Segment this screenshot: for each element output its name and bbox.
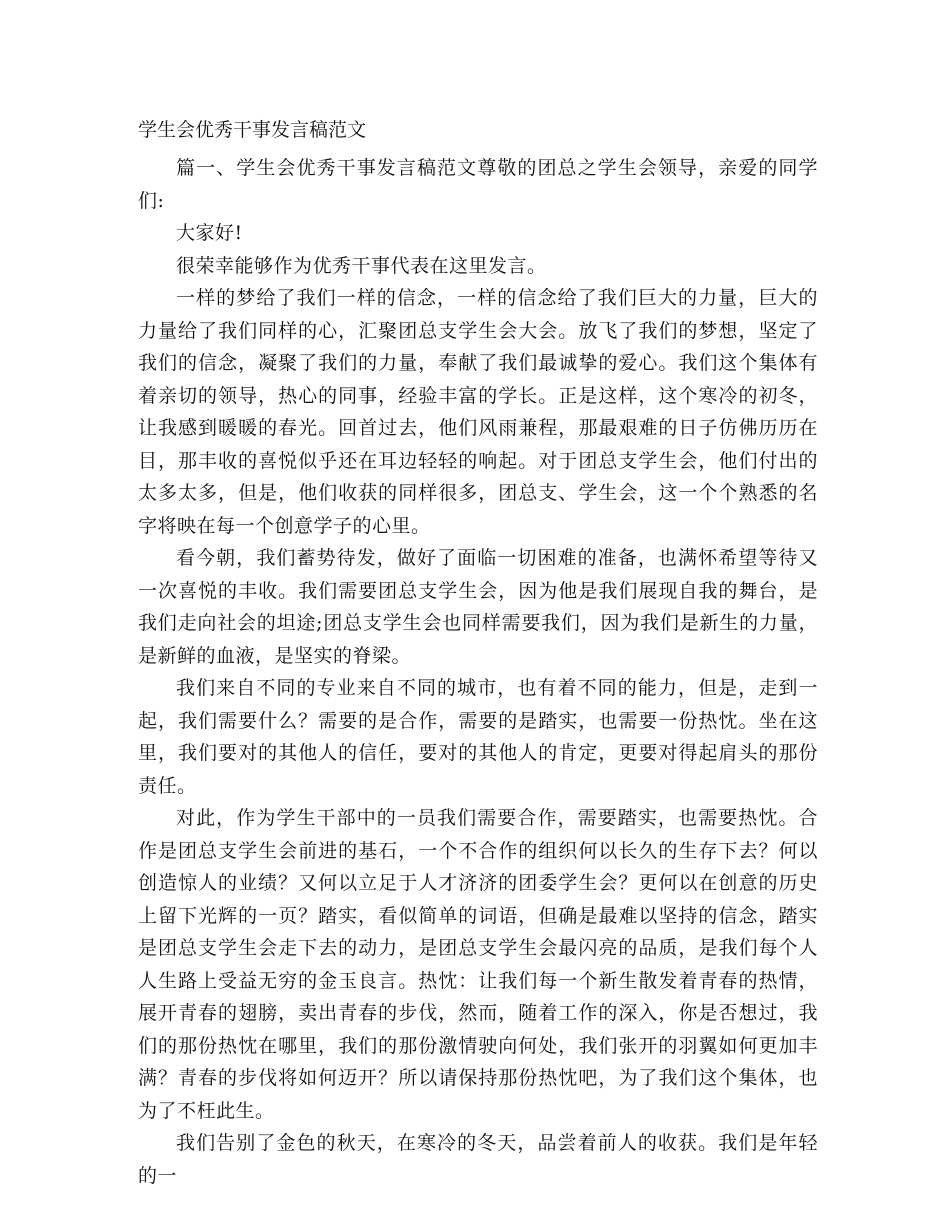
paragraph: 对此，作为学生干部中的一员我们需要合作，需要踏实，也需要热忱。合作是团总支学生会前进的基石，一个不合作的组织何以长久的生存下去？何以创造惊人的业绩？又何以立足于人才济济的团委学生会？更何以在创意的历史上留下光辉的一页？踏实，看似简单的词语，但确是最难以坚持的信念，踏实是团总支学生会走下去的动力，是团总支学生会最闪亮的品质，是我们每个人人生路上受益无穷的金玉良言。热忱：让我们每一个新生散发着青春的热情，展开青春的翅膀，卖出青春的步伐，然而，随着工作的深入，你是否想过，我们的那份热忱在哪里，我们的那份激情驶向何处，我们张开的羽翼如何更加丰满？青春的步伐将如何迈开？所以请保持那份热忱吧，为了我们这个集体，也为了不枉此生。 xyxy=(138,807,818,1122)
paragraph: 看今朝，我们蓄势待发，做好了面临一切困难的准备，也满怀希望等待又一次喜悦的丰收。我们需要团总支学生会，因为他是我们展现自我的舞台，是我们走向社会的坦途;团总支学生会也同样需要我们，因为我们是新生的力量，是新鲜的血液，是坚实的脊梁。 xyxy=(138,547,818,667)
paragraph: 大家好! xyxy=(176,222,243,244)
paragraph: 我们来自不同的专业来自不同的城市，也有着不同的能力，但是，走到一起，我们需要什么？需要的是合作，需要的是踏实，也需要一份热忱。坐在这里，我们要对的其他人的信任，要对的其他人的肯定，更要对得起肩头的那份责任。 xyxy=(138,677,818,797)
paragraph: 一样的梦给了我们一样的信念，一样的信念给了我们巨大的力量，巨大的力量给了我们同样的心，汇聚团总支学生会大会。放飞了我们的梦想，坚定了我们的信念，凝聚了我们的力量，奉献了我们最诚挚的爱心。我们这个集体有着亲切的领导，热心的同事，经验丰富的学长。正是这样，这个寒冷的初冬，让我感到暖暖的春光。回首过去，他们风雨兼程，那最艰难的日子仿佛历历在目，那丰收的喜悦似乎还在耳边轻轻的响起。对于团总支学生会，他们付出的太多太多，但是，他们收获的同样很多，团总支、学生会，这一个个熟悉的名字将映在每一个创意学子的心里。 xyxy=(138,287,818,537)
paragraph: 篇一、学生会优秀干事发言稿范文尊敬的团总之学生会领导，亲爱的同学们: xyxy=(138,157,818,212)
paragraph: 很荣幸能够作为优秀干事代表在这里发言。 xyxy=(176,254,547,277)
document-title: 学生会优秀干事发言稿范文 xyxy=(138,119,367,141)
paragraph: 我们告别了金色的秋天，在寒冷的冬天，品尝着前人的收获。我们是年轻的一 xyxy=(138,1132,818,1187)
document-body xyxy=(138,152,818,1192)
